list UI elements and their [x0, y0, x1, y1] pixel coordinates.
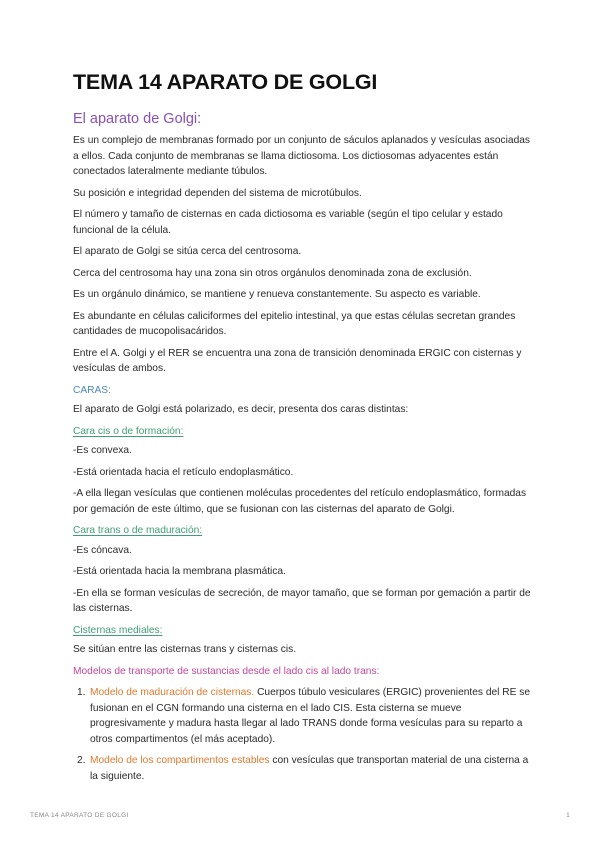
trans-heading: Cara trans o de maduración: — [73, 525, 203, 536]
caras-intro: El aparato de Golgi está polarizado, es decir, presenta dos caras distintas: — [73, 404, 409, 415]
model-text: con vesículas que transportan material de una cisterna a la siguiente. — [90, 755, 529, 782]
trans-item: -Está orientada hacia la membrana plasmática. — [73, 566, 286, 577]
models-heading: Modelos de transporte de sustancias desde el lado cis al lado trans: — [73, 665, 380, 677]
cis-heading: Cara cis o de formación: — [73, 425, 184, 437]
models-list — [73, 685, 533, 784]
model-text: Cuerpos túbulo vesiculares (ERGIC) provenientes del RE se fusionan en el CGN formando una cisterna en el lado CIS. Esta cisterna se mueve progresivamente y madura hasta llegar al lado TRANS donde forma vesículas para su reparto a otros compartimentos (el más aceptado). — [90, 687, 530, 745]
trans-item: -Es cóncava. — [73, 544, 132, 556]
paragraph: Su posición e integridad dependen del sistema de microtúbulos. — [73, 187, 362, 199]
cis-item: -Es convexa. — [73, 445, 132, 456]
page-footer — [30, 812, 570, 819]
page-number: 1 — [566, 812, 570, 819]
paragraph: Es abundante en células caliciformes del epitelio intestinal, ya que estas células secretan grandes cantidades de mucopolisacáridos. — [73, 310, 516, 337]
medial-heading: Cisternas mediales: — [73, 624, 163, 636]
model-item — [73, 753, 533, 784]
paragraph: El aparato de Golgi se sitúa cerca del centrosoma. — [73, 246, 302, 257]
list-number: 2. — [77, 755, 86, 766]
document-page — [73, 70, 533, 790]
list-number: 1. — [77, 687, 86, 698]
footer-label: TEMA 14 APARATO DE GOLGI — [30, 812, 129, 819]
paragraph: Es un orgánulo dinámico, se mantiene y renueva constantemente. Su aspecto es variable. — [73, 289, 481, 300]
paragraph: Cerca del centrosoma hay una zona sin otros orgánulos denominada zona de exclusión. — [73, 267, 472, 279]
paragraph: El número y tamaño de cisternas en cada dictiosoma es variable (según el tipo celular y estado funcional de la célula. — [73, 209, 503, 236]
caras-heading: CARAS: — [73, 384, 111, 396]
medial-text: Se sitúan entre las cisternas trans y cisternas cis. — [73, 644, 297, 655]
model-name: Modelo de los compartimentos estables — [90, 755, 270, 766]
page-title: TEMA 14 APARATO DE GOLGI — [73, 70, 378, 94]
paragraph: Entre el A. Golgi y el RER se encuentra una zona de transición denominada ERGIC con cisternas y vesículas de ambos. — [73, 347, 522, 374]
cis-item: -A ella llegan vesículas que contienen moléculas procedentes del retículo endoplasmático, formadas por gemación de este último, que se fusionan con las cisternas del aparato de Golgi. — [73, 488, 527, 515]
section-heading: El aparato de Golgi: — [73, 111, 202, 127]
model-item — [73, 685, 533, 747]
paragraph: Es un complejo de membranas formado por un conjunto de sáculos aplanados y vesículas asociadas a ellos. Cada conjunto de membranas se llama dictiosoma. Los dictiosomas adyacentes están conectados lateralmente mediante túbulos. — [73, 135, 531, 177]
cis-item: -Está orientada hacia el retículo endoplasmático. — [73, 466, 294, 478]
trans-item: -En ella se forman vesículas de secreción, de mayor tamaño, que se forman por gemación a partir de las cisternas. — [73, 587, 531, 614]
model-name: Modelo de maduración de cisternas. — [90, 687, 255, 698]
